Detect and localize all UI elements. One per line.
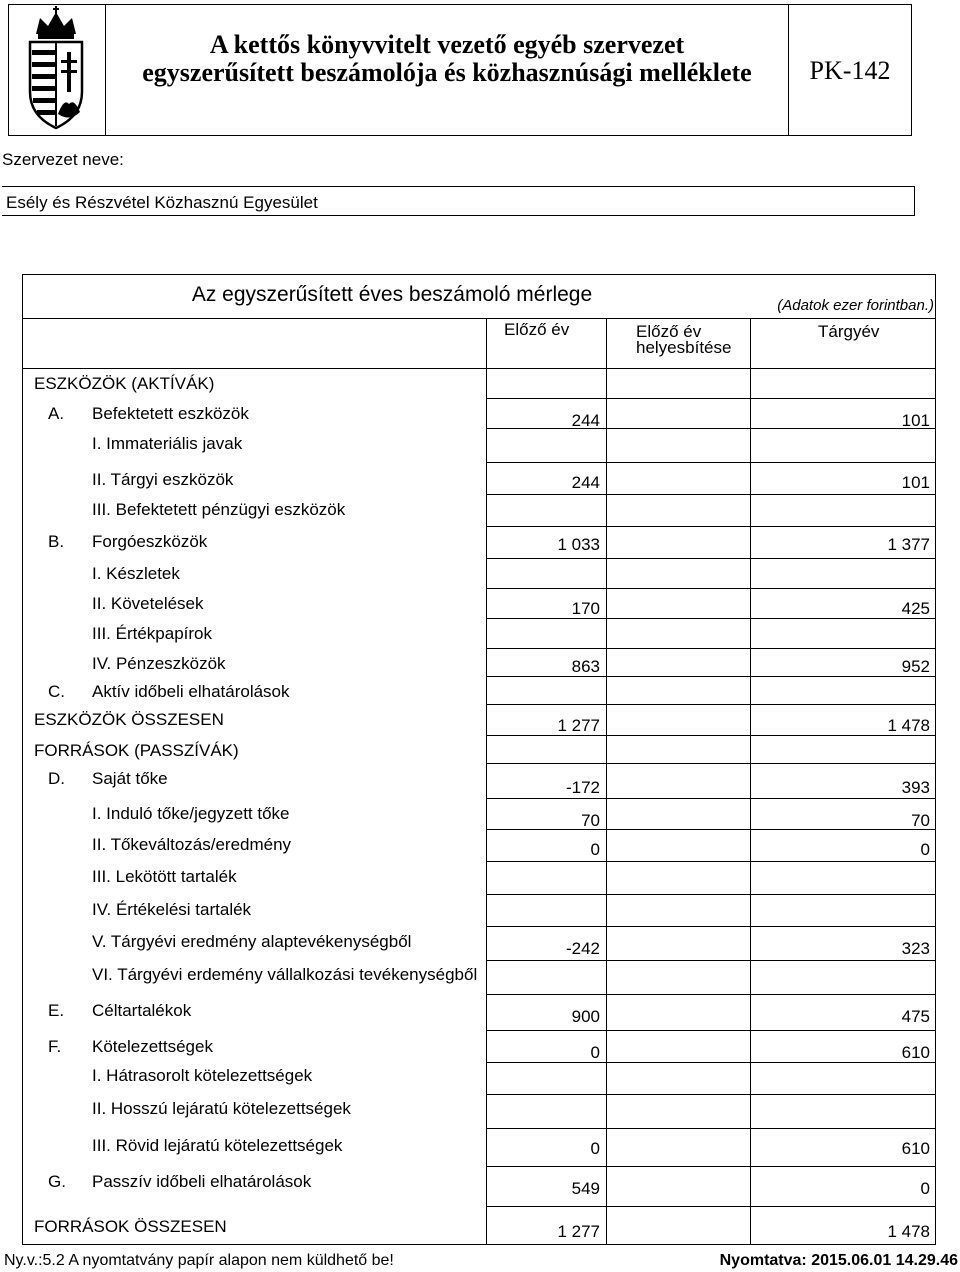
row-label: Kötelezettségek xyxy=(92,1037,213,1056)
current-year-value: 0 xyxy=(920,840,930,859)
current-year-value: 101 xyxy=(901,473,930,492)
row-label: II. Hosszú lejáratú kötelezettségek xyxy=(92,1099,351,1118)
column-divider-2 xyxy=(606,318,607,1244)
row-separator xyxy=(486,1030,936,1031)
row-label: Céltartalékok xyxy=(92,1001,192,1020)
row-label: III. Rövid lejáratú kötelezettségek xyxy=(92,1136,343,1155)
current-year-value: 70 xyxy=(911,811,930,830)
print-timestamp: Nyomtatva: 2015.06.01 14.29.46 xyxy=(719,1252,958,1269)
row-separator xyxy=(486,588,936,589)
row-separator xyxy=(486,618,936,619)
row-label: V. Tárgyévi eredmény alaptevékenységből xyxy=(92,932,412,951)
column-header-prev: Előző év xyxy=(504,320,570,339)
row-label: II. Tőkeváltozás/eredmény xyxy=(92,835,292,854)
row-separator xyxy=(486,398,936,399)
prev-year-value: 1 277 xyxy=(557,1222,600,1241)
organization-name: Esély és Részvétel Közhasznú Egyesület xyxy=(6,193,318,212)
crest-frame xyxy=(8,4,106,136)
row-separator xyxy=(486,1128,936,1129)
current-year-value: 425 xyxy=(901,599,930,618)
row-label: Aktív időbeli elhatárolások xyxy=(92,682,290,701)
row-separator xyxy=(486,526,936,527)
row-label: III. Lekötött tartalék xyxy=(92,867,237,886)
current-year-value: 610 xyxy=(901,1139,930,1158)
row-label: IV. Értékelési tartalék xyxy=(92,900,252,919)
row-separator xyxy=(486,462,936,463)
row-label: FORRÁSOK (PASSZÍVÁK) xyxy=(34,741,239,760)
form-code: PK-142 xyxy=(809,56,891,85)
current-year-value: 1 478 xyxy=(887,1222,930,1241)
row-label: III. Befektetett pénzügyi eszközök xyxy=(92,500,346,519)
row-label: FORRÁSOK ÖSSZESEN xyxy=(34,1217,227,1236)
column-header-current: Tárgyév xyxy=(818,322,880,341)
row-separator xyxy=(486,676,936,677)
current-year-value: 1 377 xyxy=(887,535,930,554)
row-separator xyxy=(486,1094,936,1095)
current-year-value: 101 xyxy=(901,411,930,430)
prev-year-value: 0 xyxy=(590,1139,600,1158)
prev-year-value: 1 033 xyxy=(557,535,600,554)
row-label: Saját tőke xyxy=(92,769,168,788)
column-header-prev-adj-1: Előző év xyxy=(636,322,702,341)
row-code: C. xyxy=(48,682,65,701)
column-header-prev-adj-2: helyesbítése xyxy=(636,338,732,357)
row-separator xyxy=(486,1166,936,1167)
hungarian-coat-of-arms-icon xyxy=(8,4,104,134)
prev-year-value: -242 xyxy=(565,939,600,958)
row-separator xyxy=(486,894,936,895)
prev-year-value: 1 277 xyxy=(557,716,600,735)
prev-year-value: 900 xyxy=(571,1007,600,1026)
row-separator xyxy=(486,558,936,559)
row-label: I. Induló tőke/jegyzett tőke xyxy=(92,804,290,823)
row-code: E. xyxy=(48,1001,65,1020)
current-year-value: 323 xyxy=(901,939,930,958)
row-separator xyxy=(486,926,936,927)
current-year-value: 393 xyxy=(901,778,930,797)
footer-note: Ny.v.:5.2 A nyomtatvány papír alapon nem küldhető be! xyxy=(4,1252,394,1269)
row-code: G. xyxy=(48,1172,66,1191)
prev-year-value: 244 xyxy=(571,473,600,492)
row-separator xyxy=(486,704,936,705)
prev-year-value: 244 xyxy=(571,411,600,430)
prev-year-value: 0 xyxy=(590,1043,600,1062)
prev-year-value: -172 xyxy=(565,778,600,797)
row-code: A. xyxy=(48,404,65,423)
row-label: I. Immateriális javak xyxy=(92,434,243,453)
current-year-value: 952 xyxy=(901,657,930,676)
row-separator xyxy=(486,994,936,995)
prev-year-value: 170 xyxy=(571,599,600,618)
prev-year-value: 549 xyxy=(571,1179,600,1198)
row-label: Forgóeszközök xyxy=(92,532,208,551)
row-label: Passzív időbeli elhatárolások xyxy=(92,1172,312,1191)
row-label: II. Tárgyi eszközök xyxy=(92,470,234,489)
row-code: F. xyxy=(48,1037,62,1056)
current-year-value: 0 xyxy=(920,1179,930,1198)
row-separator xyxy=(486,1206,936,1207)
unit-note: (Adatok ezer forintban.) xyxy=(777,297,934,314)
row-label: I. Készletek xyxy=(92,564,180,583)
form-title-line1: A kettős könyvvitelt vezető egyéb szervezet xyxy=(209,30,685,59)
column-header-divider xyxy=(22,368,936,369)
prev-year-value: 863 xyxy=(571,657,600,676)
row-code: B. xyxy=(48,532,65,551)
row-label: I. Hátrasorolt kötelezettségek xyxy=(92,1066,313,1085)
row-label: III. Értékpapírok xyxy=(92,624,212,643)
prev-year-value: 0 xyxy=(590,840,600,859)
row-label: Befektetett eszközök xyxy=(92,404,249,423)
form-title-line2: egyszerűsített beszámolója és közhasznúsági melléklete xyxy=(142,58,752,87)
row-separator xyxy=(486,494,936,495)
balance-title: Az egyszerűsített éves beszámoló mérlege xyxy=(191,283,593,306)
row-label: VI. Tárgyévi erdemény vállalkozási tevékenységből xyxy=(92,965,478,984)
row-separator xyxy=(486,1062,936,1063)
row-label: II. Követelések xyxy=(92,594,204,613)
row-separator xyxy=(486,735,936,736)
row-separator xyxy=(486,960,936,961)
current-year-value: 1 478 xyxy=(887,716,930,735)
row-label: ESZKÖZÖK (AKTÍVÁK) xyxy=(34,374,215,393)
current-year-value: 475 xyxy=(901,1007,930,1026)
row-separator xyxy=(486,829,936,830)
row-separator xyxy=(486,648,936,649)
row-separator xyxy=(486,861,936,862)
row-code: D. xyxy=(48,769,65,788)
title-divider xyxy=(22,318,936,319)
table-bottom xyxy=(22,1244,936,1245)
row-label: IV. Pénzeszközök xyxy=(92,654,226,673)
row-label: ESZKÖZÖK ÖSSZESEN xyxy=(34,710,224,729)
row-separator xyxy=(486,798,936,799)
prev-year-value: 70 xyxy=(581,811,600,830)
row-separator xyxy=(486,763,936,764)
current-year-value: 610 xyxy=(901,1043,930,1062)
row-separator xyxy=(486,428,936,429)
organization-label: Szervezet neve: xyxy=(2,150,124,169)
